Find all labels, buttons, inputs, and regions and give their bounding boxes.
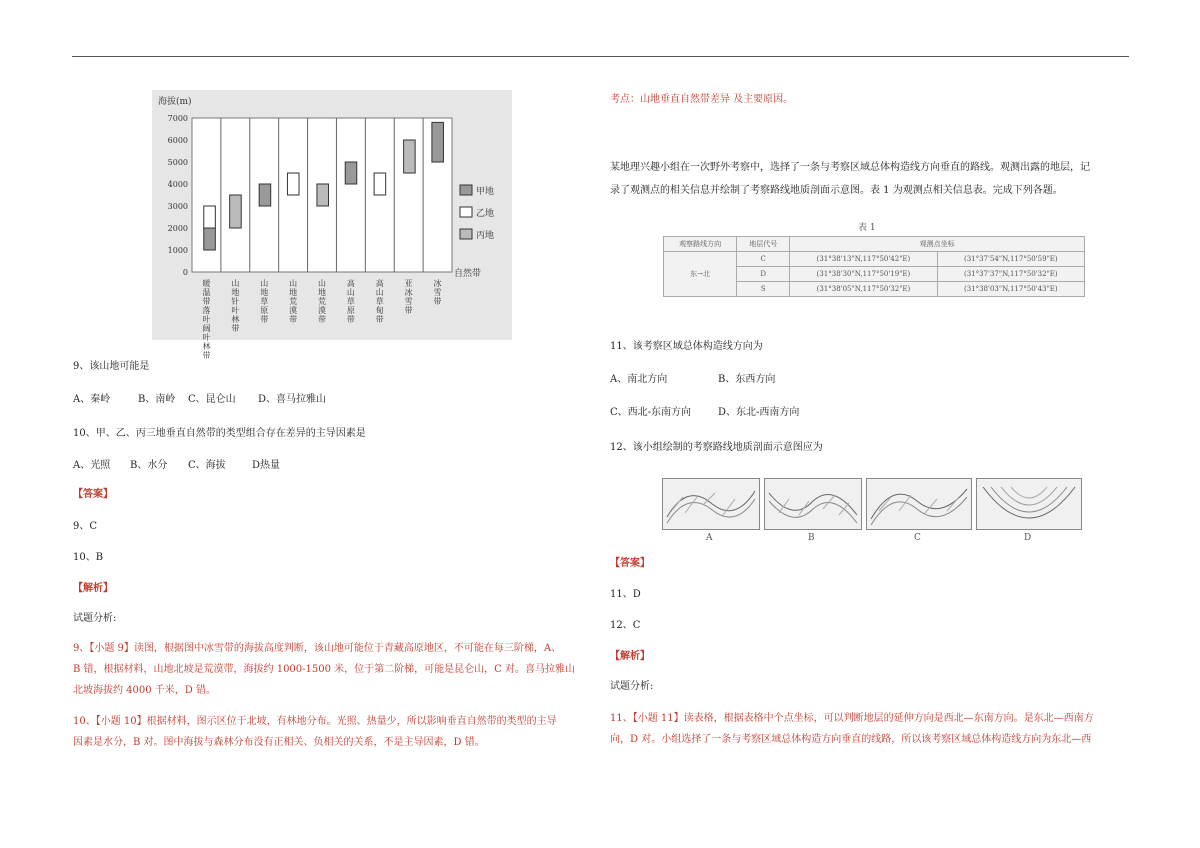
x-category-label: 高 — [375, 279, 384, 288]
legend-swatch-bing — [460, 229, 472, 239]
profile-label-c: C — [914, 533, 921, 543]
x-category-label: 漠 — [289, 306, 298, 315]
legend-swatch-yi — [460, 207, 472, 217]
x-category-label: 原 — [260, 306, 269, 315]
answer-9: 9、C — [73, 521, 98, 532]
range-bar — [317, 184, 329, 206]
x-category-label: 地 — [289, 288, 298, 297]
altitude-chart — [152, 90, 512, 360]
table-cell: (31°38'30"N,117°50'19"E) — [790, 267, 937, 282]
x-category-label: 草 — [375, 297, 384, 306]
x-category-label: 高 — [346, 279, 355, 288]
q10-option-b: B、水分 — [130, 460, 168, 471]
x-category-label: 带 — [346, 315, 355, 324]
x-category-label: 阔 — [202, 324, 211, 333]
x-category-label: 带 — [202, 297, 211, 306]
intro-line1: 某地理兴趣小组在一次野外考察中，选择了一条与考察区域总体构造线方向垂直的路线。观测出露的地层，记 — [610, 162, 1090, 173]
q9-option-c: C、昆仑山 — [188, 394, 236, 405]
answer-11: 11、D — [610, 589, 641, 600]
x-category-label: 带 — [404, 306, 413, 315]
table-cell: S — [737, 282, 790, 297]
q9-option-a: A、秦岭 — [73, 394, 111, 405]
y-tick-label: 1000 — [167, 246, 188, 255]
table-cell: D — [737, 267, 790, 282]
x-category-label: 原 — [346, 306, 355, 315]
legend-yi: 乙地 — [476, 209, 495, 219]
y-tick-label: 4000 — [167, 180, 188, 189]
y-tick-label: 3000 — [167, 202, 188, 211]
profile-label-d: D — [1024, 533, 1032, 543]
y-tick-label: 2000 — [167, 224, 188, 233]
analysis-label-right: 试题分析: — [610, 681, 654, 692]
x-category-label: 甸 — [375, 306, 384, 315]
y-tick-label: 7000 — [167, 114, 188, 123]
x-category-label: 雪 — [433, 288, 442, 297]
range-bar — [374, 173, 386, 195]
x-category-label: 冰 — [433, 279, 442, 288]
intro-line2: 录了观测点的相关信息并绘制了考察路线地质剖面示意图。表 1 为观测点相关信息表。完成下列各题。 — [610, 185, 1063, 196]
observation-table — [663, 236, 1085, 297]
explanation-9-line2: B 错，根据材料，山地北坡是荒漠带，海拔约 1000-1500 米，位于第二阶梯，可能是昆仑山，C 对。喜马拉雅山 — [73, 664, 575, 675]
table-header: 地层代号 — [737, 237, 790, 252]
explanation-10-line1: 10、【小题 10】根据材料，图示区位于北坡，有林地分布。光照、热量少，所以影响垂直自然带的类型的主导 — [73, 716, 557, 727]
x-category-label: 地 — [231, 288, 240, 297]
answer-heading-right: 【答案】 — [610, 558, 650, 569]
table-header: 观察路线方向 — [664, 237, 737, 252]
q9-option-b: B、南岭 — [138, 394, 176, 405]
range-bar — [345, 162, 357, 184]
x-category-label: 暖 — [202, 279, 211, 288]
analysis-heading-right: 【解析】 — [610, 651, 650, 662]
range-bar — [204, 206, 216, 228]
y-tick-label: 0 — [182, 268, 188, 277]
x-category-label: 针 — [231, 297, 240, 306]
x-category-label: 带 — [318, 315, 326, 324]
profile-b[interactable] — [764, 478, 862, 530]
x-category-label: 山 — [346, 288, 355, 297]
explanation-11-line1: 11、【小题 11】读表格，根据表格中个点坐标，可以判断地层的延伸方向是西北—东南方向。是东北—西南方 — [610, 713, 1094, 724]
x-category-label: 亚 — [404, 279, 413, 288]
profile-d[interactable] — [976, 478, 1082, 530]
legend-jia: 甲地 — [476, 187, 495, 197]
x-category-label: 山 — [375, 288, 384, 297]
q12-stem: 12、该小组绘制的考察路线地质剖面示意图应为 — [610, 442, 823, 453]
x-category-label: 山 — [231, 279, 240, 288]
q10-option-c: C、海拔 — [188, 460, 226, 471]
profile-label-a: A — [706, 533, 713, 543]
answer-10: 10、B — [73, 552, 104, 563]
kaodian: 考点：山地垂直自然带差异 及主要原因。 — [610, 94, 794, 105]
x-category-label: 带 — [289, 315, 298, 324]
x-category-label: 漠 — [318, 306, 326, 315]
table-cell: (31°38'05"N,117°50'32"E) — [790, 282, 937, 297]
x-category-label: 带 — [375, 315, 384, 324]
x-category-label: 冰 — [404, 288, 413, 297]
profile-c[interactable] — [866, 478, 972, 530]
table-cell: (31°37'37"N,117°50'32"E) — [937, 267, 1084, 282]
x-category-label: 带 — [260, 315, 269, 324]
x-category-label: 落 — [202, 306, 211, 315]
x-category-label: 温 — [202, 288, 211, 297]
explanation-9-line3: 北坡海拔约 4000 千米，D 错。 — [73, 685, 217, 696]
range-bar — [204, 228, 216, 250]
x-category-label: 带 — [202, 351, 211, 360]
q11-option-b: B、东西方向 — [718, 374, 776, 385]
explanation-11-line2: 向，D 对。小组选择了一条与考察区域总体构造方向垂直的线路，所以该考察区域总体构造线方向为东北—西 — [610, 734, 1092, 745]
x-category-label: 荒 — [318, 297, 326, 306]
explanation-9-line1: 9、【小题 9】读图，根据图中冰雪带的海拔高度判断，该山地可能位于青藏高原地区，不可能在每三阶梯，A、 — [73, 643, 562, 654]
chart-xlabel: 自然带 — [454, 269, 482, 279]
answer-heading-left: 【答案】 — [73, 489, 113, 500]
range-bar — [230, 195, 242, 228]
x-category-label: 带 — [433, 297, 442, 306]
q11-option-c: C、西北-东南方向 — [610, 407, 692, 418]
legend-swatch-jia — [460, 185, 472, 195]
table-header-row — [664, 237, 1085, 252]
table-cell-direction: 东→北 — [664, 252, 737, 297]
chart-ylabel: 海拔(m) — [158, 97, 192, 107]
q10-option-a: A、光照 — [73, 460, 111, 471]
range-bar — [287, 173, 299, 195]
range-bar — [259, 184, 271, 206]
analysis-heading-left: 【解析】 — [73, 583, 113, 594]
header-rule — [72, 56, 1129, 57]
x-category-label: 林 — [202, 342, 211, 351]
profile-label-b: B — [808, 533, 815, 543]
analysis-label-left: 试题分析: — [73, 613, 117, 624]
q11-option-a: A、南北方向 — [610, 374, 668, 385]
q9-stem: 9、该山地可能是 — [73, 361, 150, 372]
x-category-label: 草 — [346, 297, 355, 306]
x-category-label: 叶 — [202, 333, 211, 342]
altitude-chart-figure — [152, 90, 512, 360]
y-tick-label: 6000 — [167, 136, 188, 145]
x-category-label: 山 — [289, 279, 298, 288]
profile-a[interactable] — [662, 478, 760, 530]
x-category-label: 林 — [231, 315, 240, 324]
range-bar — [432, 122, 444, 162]
x-category-label: 地 — [260, 288, 269, 297]
legend-bing: 丙地 — [476, 231, 495, 241]
table-cell: (31°37'54"N,117°50'59"E) — [937, 252, 1084, 267]
table-header: 观测点坐标 — [790, 237, 1085, 252]
x-category-label: 雪 — [404, 297, 413, 306]
x-category-label: 草 — [260, 297, 269, 306]
table-row — [664, 252, 1085, 267]
x-category-label: 荒 — [289, 297, 298, 306]
table-cell: (31°38'13"N,117°50'42"E) — [790, 252, 937, 267]
x-category-label: 带 — [231, 324, 240, 333]
range-bar — [404, 140, 416, 173]
y-tick-label: 5000 — [167, 158, 188, 167]
q11-option-d: D、东北-西南方向 — [718, 407, 800, 418]
x-category-label: 叶 — [202, 315, 211, 324]
x-category-label: 山 — [260, 279, 269, 288]
q11-stem: 11、该考察区域总体构造线方向为 — [610, 341, 763, 352]
q10-option-d: D热量 — [252, 460, 281, 471]
answer-12: 12、C — [610, 620, 641, 631]
q9-option-d: D、喜马拉雅山 — [258, 394, 327, 405]
x-category-label: 叶 — [231, 306, 240, 315]
x-category-label: 地 — [318, 288, 326, 297]
x-category-label: 山 — [318, 279, 326, 288]
table-title: 表 1 — [858, 223, 876, 233]
table-cell: C — [737, 252, 790, 267]
table-cell: (31°38'03"N,117°50'43"E) — [937, 282, 1084, 297]
explanation-10-line2: 因素是水分，B 对。图中海拔与森林分布没有正相关、负相关的关系，不是主导因素，D 错。 — [73, 737, 485, 748]
q10-stem: 10、甲、乙、丙三地垂直自然带的类型组合存在差异的主导因素是 — [73, 428, 366, 439]
